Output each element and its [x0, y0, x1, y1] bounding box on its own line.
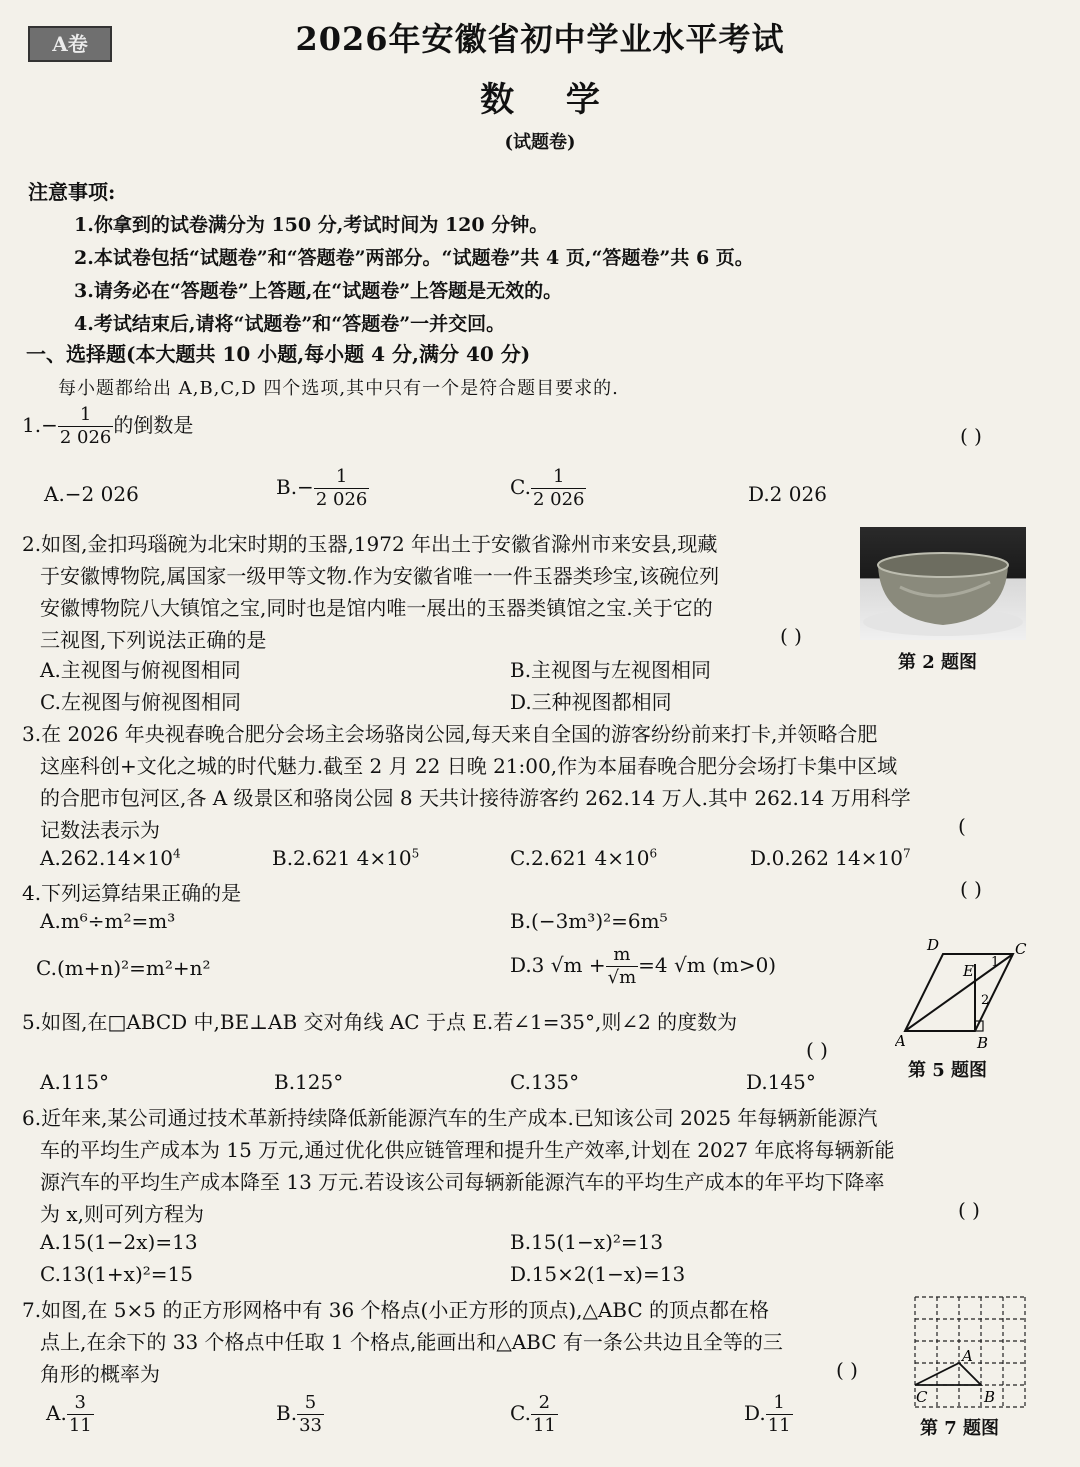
q5-option-d: D.145° — [746, 1070, 816, 1094]
section-title: 一、选择题(本大题共 10 小题,每小题 4 分,满分 40 分) — [26, 342, 531, 366]
q3-option-a: $A.262.14\times 10^4$ — [40, 846, 181, 870]
q5-option-b: B.125° — [274, 1070, 344, 1094]
q7-option-c: C. $\frac{2}{11}$ — [510, 1392, 556, 1436]
question-3-line: 这座科创+文化之城的时代魅力.截至 2 月 22 日晚 21:00,作为本届春晚合肥分会场打卡集中区域 — [40, 754, 898, 778]
parallelogram-figure — [895, 936, 1035, 1056]
angle-label-2: 2 — [981, 993, 990, 1008]
exam-version-badge: A卷 — [28, 26, 112, 62]
q6-option-a: A.15(1−2x)=13 — [40, 1230, 198, 1254]
question-6-line: 车的平均生产成本为 15 万元,通过优化供应链管理和提升生产效率,计划在 2027 年底将每辆新能 — [40, 1138, 895, 1162]
q2-option-d: D.三种视图都相同 — [510, 690, 672, 714]
paper-type: (试题卷) — [504, 132, 576, 153]
fraction: $\frac{1}{2 026}$ — [59, 404, 112, 448]
q5-option-c: C.135° — [510, 1070, 580, 1094]
q3-option-c: C.2.621 $4\times 10^6$ — [510, 846, 658, 870]
answer-paren: ( ) — [780, 624, 802, 648]
question-2-line: 三视图,下列说法正确的是 — [40, 628, 267, 652]
answer-paren: ( ) — [836, 1358, 858, 1382]
question-3-line: 记数法表示为 — [40, 818, 160, 842]
question-2-line: 于安徽博物院,属国家一级甲等文物.作为安徽省唯一一件玉器类珍宝,该碗位列 — [40, 564, 720, 588]
notes-heading: 注意事项: — [28, 180, 116, 204]
q3-option-d: D.0.262 $14\times 10^7$ — [750, 846, 911, 870]
question-7-line: 点上,在余下的 33 个格点中任取 1 个格点,能画出和△ABC 有一条公共边且全等的三 — [40, 1330, 783, 1354]
note-item: 3.请务必在“答题卷”上答题,在“试题卷”上答题是无效的。 — [74, 280, 563, 302]
agate-bowl-photo — [860, 527, 1026, 640]
q4-option-d: D.3 √m + $\frac{m}{√m}$ =4 √m (m>0) — [510, 944, 777, 988]
question-6-line: 6.近年来,某公司通过技术革新持续降低新能源汽车的生产成本.已知该公司 2025 年每辆新能源汽 — [22, 1106, 878, 1130]
question-5-stem: 5.如图,在□ABCD 中,BE⊥AB 交对角线 AC 于点 E.若∠1=35°,则∠2 的度数为 — [22, 1010, 738, 1034]
question-4-stem: 4.下列运算结果正确的是 — [22, 881, 242, 905]
q1-option-d: D.2 026 — [748, 482, 827, 506]
note-item: 2.本试卷包括“试题卷”和“答题卷”两部分。“试题卷”共 4 页,“答题卷”共 6 页。 — [74, 247, 754, 269]
point-label-b: B — [977, 1034, 989, 1052]
angle-label-1: 1 — [991, 955, 1000, 970]
question-7-line: 7.如图,在 5×5 的正方形网格中有 36 个格点(小正方形的顶点),△ABC 的顶点都在格 — [22, 1298, 770, 1322]
grid-label-a: A — [962, 1347, 973, 1365]
note-item: 1.你拿到的试卷满分为 150 分,考试时间为 120 分钟。 — [74, 214, 549, 236]
question-1-stem: 1.− $\frac{1}{2 026}$ 的倒数是 — [22, 404, 194, 448]
note-item: 4.考试结束后,请将“试题卷”和“答题卷”一并交回。 — [74, 313, 506, 335]
q1-option-b: B.− $\frac{1}{2 026}$ — [276, 466, 368, 510]
answer-paren: ( ) — [960, 424, 982, 448]
section-instruction: 每小题都给出 A,B,C,D 四个选项,其中只有一个是符合题目要求的. — [58, 378, 619, 399]
q7-option-a: A. $\frac{3}{11}$ — [46, 1392, 92, 1436]
q1-option-a: A.−2 026 — [44, 482, 139, 506]
q6-option-d: D.15×2(1−x)=13 — [510, 1262, 686, 1286]
q3-option-b: B.2.621 $4\times 10^5$ — [272, 846, 420, 870]
question-2-line: 安徽博物院八大镇馆之宝,同时也是馆内唯一展出的玉器类镇馆之宝.关于它的 — [40, 596, 713, 620]
grid-label-b: B — [984, 1388, 996, 1406]
point-label-e: E — [963, 962, 974, 980]
question-7-line: 角形的概率为 — [40, 1362, 160, 1386]
point-label-c: C — [1015, 940, 1027, 958]
subject-title: 数 学 — [480, 80, 600, 120]
q2-option-b: B.主视图与左视图相同 — [510, 658, 712, 682]
q2-option-c: C.左视图与俯视图相同 — [40, 690, 241, 714]
q1-option-c: C. $\frac{1}{2 026}$ — [510, 466, 585, 510]
question-3-line: 3.在 2026 年央视春晚合肥分会场主会场骆岗公园,每天来自全国的游客纷纷前来打卡,并领略合肥 — [22, 722, 878, 746]
point-label-d: D — [927, 936, 940, 954]
grid-figure — [912, 1294, 1028, 1410]
question-6-line: 为 x,则可列方程为 — [40, 1202, 204, 1226]
q4-option-b: B.(−3m³)²=6m⁵ — [510, 909, 668, 933]
q7-option-b: B. $\frac{5}{33}$ — [276, 1392, 322, 1436]
grid-label-c: C — [916, 1388, 928, 1406]
point-label-a: A — [895, 1032, 906, 1050]
answer-paren: ( ) — [958, 1198, 980, 1222]
answer-paren: ( ) — [806, 1038, 828, 1062]
exam-title: 2026年安徽省初中学业水平考试 — [295, 20, 785, 58]
q2-option-a: A.主视图与俯视图相同 — [40, 658, 241, 682]
question-2-line: 2.如图,金扣玛瑙碗为北宋时期的玉器,1972 年出土于安徽省滁州市来安县,现藏 — [22, 532, 718, 556]
q4-option-c: C.(m+n)²=m²+n² — [36, 956, 211, 980]
q6-option-c: C.13(1+x)²=15 — [40, 1262, 193, 1286]
figure-5-caption: 第 5 题图 — [908, 1060, 988, 1081]
q4-option-a: A.m⁶÷m²=m³ — [40, 909, 176, 933]
figure-7-caption: 第 7 题图 — [920, 1418, 1000, 1439]
figure-2-caption: 第 2 题图 — [898, 652, 978, 673]
q6-option-b: B.15(1−x)²=13 — [510, 1230, 664, 1254]
answer-paren: ( — [958, 814, 966, 838]
question-3-line: 的合肥市包河区,各 A 级景区和骆岗公园 8 天共计接待游客约 262.14 万人.其中 262.14 万用科学 — [40, 786, 911, 810]
q7-option-d: D. $\frac{1}{11}$ — [744, 1392, 791, 1436]
question-6-line: 源汽车的平均生产成本降至 13 万元.若设该公司每辆新能源汽车的平均生产成本的年平均下降率 — [40, 1170, 885, 1194]
q5-option-a: A.115° — [40, 1070, 109, 1094]
answer-paren: ( ) — [960, 877, 982, 901]
